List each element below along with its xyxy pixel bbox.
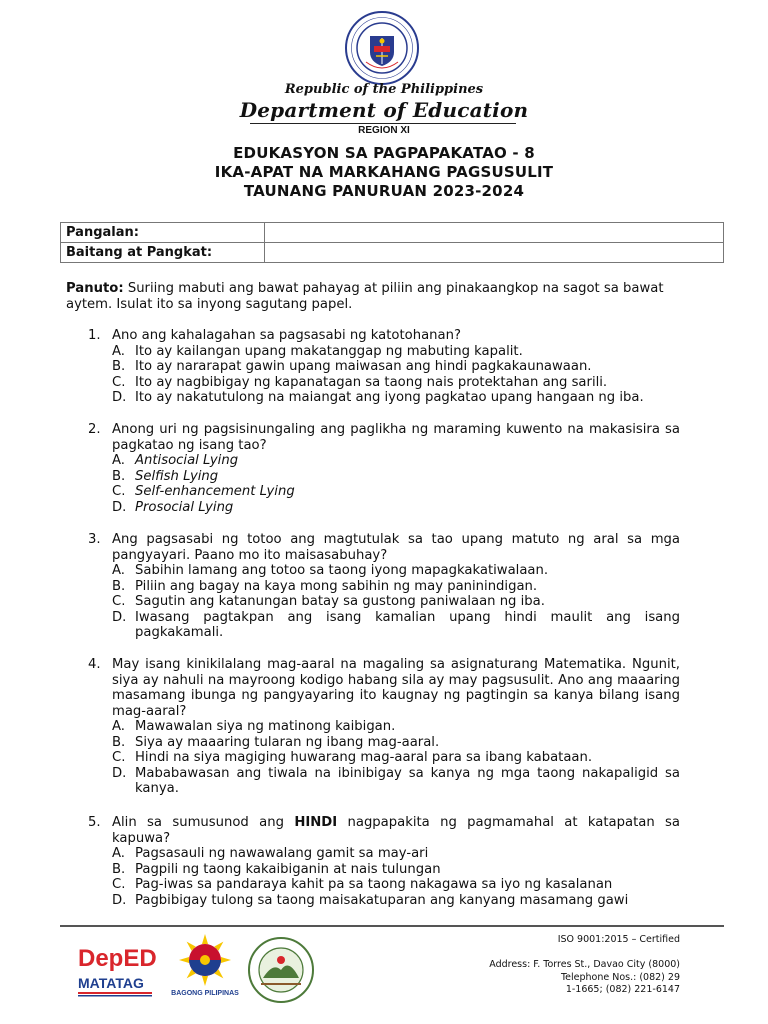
question-1 xyxy=(88,328,680,406)
option-d: D. Pagbibigay tulong sa taong maisakatuparan ang kanyang masamang gawi xyxy=(112,892,629,908)
deped-seal-icon xyxy=(344,10,420,86)
title-line-quarter: IKA-APAT NA MARKAHANG PAGSUSULIT xyxy=(214,163,554,181)
option-b: B. Piliin ang bagay na kaya mong sabihin ng may paninindigan. xyxy=(112,578,538,594)
option-b: B. Selfish Lying xyxy=(112,468,219,484)
question-4 xyxy=(88,657,680,797)
option-a: A. Mawawalan siya ng matinong kaibigan. xyxy=(112,719,396,734)
answer-options xyxy=(112,846,680,908)
question-stem: Anong uri ng pagsisinungaling ang paglikha ng maraming kuwento na makasisira sa pagkatao ng isang tao? xyxy=(112,422,680,453)
question-number: 2. xyxy=(88,422,101,437)
question-stem: Ang pagsasabi ng totoo ang magtutulak sa tao upang matuto ng aral sa mga pangyayari. Paano mo ito maisasabuhay? xyxy=(112,532,680,563)
footer-divider xyxy=(60,925,724,927)
department-name: Department of Education xyxy=(239,98,529,122)
republic-line: Republic of the Philippines xyxy=(284,82,484,97)
telephone-line: Telephone Nos.: (082) 29 xyxy=(560,971,680,983)
option-c: C. Self-enhancement Lying xyxy=(112,484,295,499)
option-a: A. Sabihin lamang ang totoo sa taong iyong mapagkakatiwalaan. xyxy=(112,563,549,578)
deped-seal xyxy=(344,10,420,86)
division-seal-icon xyxy=(247,936,315,1004)
svg-text:BAGONG PILIPINAS: BAGONG PILIPINAS xyxy=(171,990,239,997)
bagong-pilipinas-logo xyxy=(164,932,246,998)
option-b: B. Ito ay nararapat gawin upang maiwasan ang hindi pagkakaunawaan. xyxy=(112,359,592,374)
iso-certification: ISO 9001:2015 – Certified xyxy=(557,934,680,945)
region-label: REGION XI xyxy=(358,125,410,136)
student-info-table xyxy=(60,222,724,263)
instructions xyxy=(66,281,680,312)
name-row xyxy=(61,223,724,243)
exam-title xyxy=(0,144,768,201)
option-a: A. Antisocial Lying xyxy=(112,453,239,468)
option-c: C. Pag-iwas sa pandaraya kahit pa sa taong nakagawa sa iyo ng kasalanan xyxy=(112,877,613,892)
question-5 xyxy=(88,815,680,908)
header-divider xyxy=(250,123,516,124)
address-line: Address: F. Torres St., Davao City (8000) xyxy=(489,959,680,970)
name-label: Pangalan: xyxy=(61,223,265,243)
option-d: D. Iwasang pagtakpan ang isang kamalian upang hindi maulit ang isang pagkakamali. xyxy=(112,609,680,640)
section-row xyxy=(61,243,724,263)
option-d: D. Mababawasan ang tiwala na ibinibigay sa kanya ng mga taong nakapaligid sa kanya. xyxy=(112,765,680,796)
grade-section-field[interactable] xyxy=(265,243,724,263)
option-b: B. Siya ay maaaring tularan ng ibang mag-aaral. xyxy=(112,734,440,750)
instructions-text: Suriing mabuti ang bawat pahayag at piliin ang pinakaangkop na sagot sa bawat aytem. Isulat ito sa inyong sagutang papel. xyxy=(66,281,664,312)
instructions-label: Panuto: xyxy=(66,281,124,296)
contact-address xyxy=(489,959,680,997)
option-a: A. Ito ay kailangan upang makatanggap ng mabuting kapalit. xyxy=(112,343,523,359)
question-number: 3. xyxy=(88,532,101,547)
option-b: B. Pagpili ng taong kakaibiganin at nais tulungan xyxy=(112,861,441,877)
division-seal xyxy=(247,936,315,1004)
option-c: C. Ito ay nagbibigay ng kapanatagan sa taong nais protektahan ang sarili. xyxy=(112,374,608,390)
option-d: D. Prosocial Lying xyxy=(112,499,234,515)
deped-matatag-logo xyxy=(74,940,156,1000)
question-2 xyxy=(88,422,680,515)
name-field[interactable] xyxy=(265,223,724,243)
emphasis-hindi: HINDI xyxy=(294,815,338,830)
telephone-line-2: 1-1665; (082) 221-6147 xyxy=(565,984,680,995)
title-line-school-year: TAUNANG PANURUAN 2023-2024 xyxy=(243,182,525,200)
question-stem: Ano ang kahalagahan sa pagsasabi ng katotohanan? xyxy=(112,328,461,343)
bagong-pilipinas-icon xyxy=(164,932,246,998)
question-number: 5. xyxy=(88,815,101,830)
answer-options xyxy=(112,453,680,515)
question-number: 1. xyxy=(88,328,101,343)
svg-text:MATATAG: MATATAG xyxy=(78,975,144,991)
title-line-subject: EDUKASYON SA PAGPAPAKATAO - 8 xyxy=(233,144,535,162)
grade-section-label: Baitang at Pangkat: xyxy=(61,243,265,263)
answer-options xyxy=(112,563,680,641)
answer-options xyxy=(112,344,680,406)
svg-text:DepED: DepED xyxy=(78,945,156,972)
option-c: C. Hindi na siya magiging huwarang mag-aaral para sa ibang kabataan. xyxy=(112,750,593,765)
option-a: A. Pagsasauli ng nawawalang gamit sa may-ari xyxy=(112,846,429,861)
option-c: C. Sagutin ang katanungan batay sa gustong paniwalaan ng iba. xyxy=(112,594,545,609)
question-stem: May isang kinikilalang mag-aaral na magaling sa asignaturang Matematika. Ngunit, siya ay nahuli na mayroong kodigo habang sila ay may pagsusulit. Ano ang maaaring masamang ibunga ng pangyayaring ito kaugnay ng pagtingin sa kanya bilang isang mag-aaral? xyxy=(112,657,680,719)
answer-options xyxy=(112,719,680,797)
question-stem: Alin sa sumusunod ang HINDI nagpapakita ng pagmamahal at katapatan sa kapuwa? xyxy=(112,815,680,846)
option-d: D. Ito ay nakatutulong na maiangat ang iyong pagkatao upang hangaan ng iba. xyxy=(112,390,644,405)
deped-matatag-icon xyxy=(74,940,156,1000)
question-3 xyxy=(88,532,680,641)
question-number: 4. xyxy=(88,657,101,672)
